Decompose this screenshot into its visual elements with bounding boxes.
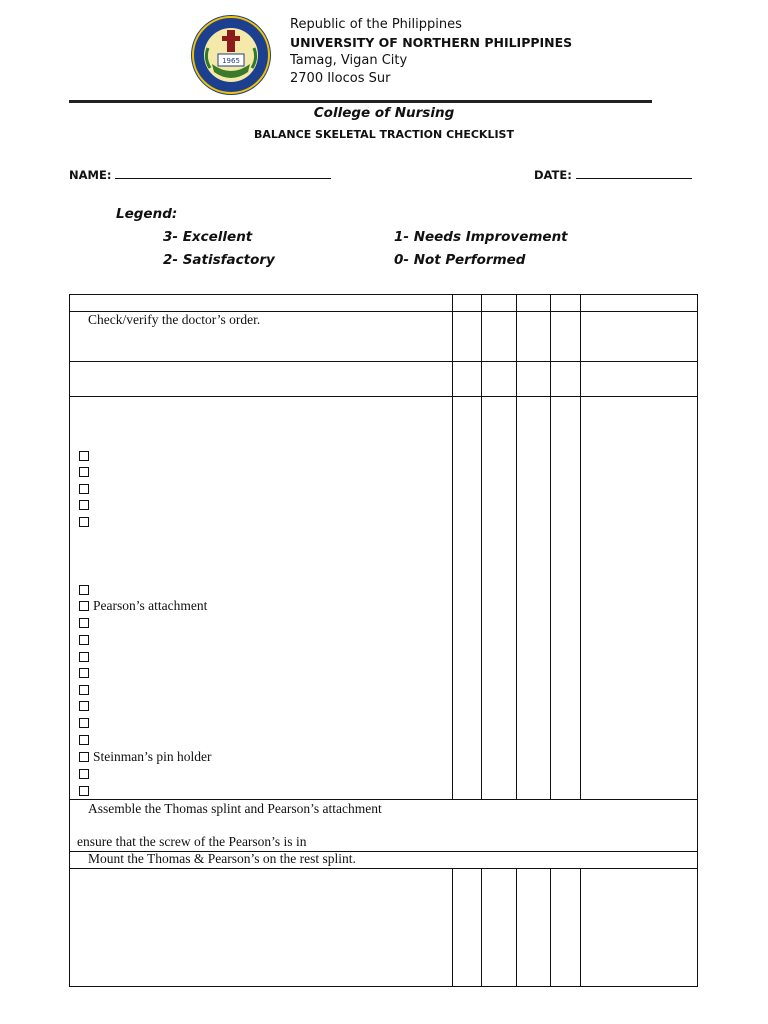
checkbox-item[interactable] — [79, 449, 93, 463]
row-text-ensure-screw: ensure that the screw of the Pearson’s is in — [77, 834, 307, 849]
header-republic: Republic of the Philippines — [290, 17, 462, 32]
table-col-divider — [550, 294, 551, 799]
checkbox-item[interactable] — [79, 498, 93, 512]
college-name: College of Nursing — [313, 105, 455, 121]
table-col-divider — [580, 294, 581, 799]
header-province: 2700 Ilocos Sur — [290, 71, 391, 86]
table-row-divider — [69, 868, 698, 869]
row-text-mount-splint: Mount the Thomas & Pearson’s on the rest splint. — [88, 851, 356, 866]
checkbox-item[interactable] — [79, 666, 93, 680]
table-row-divider — [69, 799, 698, 800]
checkbox-item[interactable] — [79, 650, 93, 664]
legend-title: Legend: — [116, 206, 178, 222]
table-border-right — [697, 294, 698, 987]
checkbox-item[interactable] — [79, 784, 93, 798]
checkbox-item[interactable] — [79, 699, 93, 713]
row-text-verify-order: Check/verify the doctor’s order. — [88, 312, 261, 327]
checkbox-item[interactable] — [79, 633, 93, 647]
table-border-top — [69, 294, 698, 295]
header-university: UNIVERSITY OF NORTHERN PHILIPPINES — [290, 35, 573, 50]
table-col-divider — [516, 294, 517, 799]
document-title: BALANCE SKELETAL TRACTION CHECKLIST — [254, 128, 514, 141]
table-row-divider — [69, 361, 698, 362]
table-col-divider — [481, 868, 482, 987]
date-blank[interactable] — [576, 166, 692, 179]
checkbox-item[interactable] — [79, 583, 93, 597]
checkbox-square-icon — [79, 652, 89, 662]
table-col-divider — [452, 294, 453, 799]
legend-item-not-performed: 0- Not Performed — [394, 252, 526, 268]
table-col-divider — [452, 868, 453, 987]
date-field — [534, 166, 692, 182]
seal-year: 1965 — [222, 57, 240, 65]
checkbox-item[interactable] — [79, 716, 93, 730]
table-row-divider — [69, 396, 698, 397]
checkbox-square-icon — [79, 517, 89, 527]
checkbox-square-icon — [79, 718, 89, 728]
legend-item-needs-improvement: 1- Needs Improvement — [394, 229, 568, 245]
checkbox-square-icon — [79, 500, 89, 510]
table-border-left — [69, 294, 70, 987]
checkbox-square-icon — [79, 484, 89, 494]
row-text-assemble-splint: Assemble the Thomas splint and Pearson’s attachment — [88, 801, 382, 816]
checkbox-square-icon — [79, 685, 89, 695]
checkbox-square-icon — [79, 467, 89, 477]
checkbox-square-icon — [79, 635, 89, 645]
table-border-bottom — [69, 986, 698, 987]
checkbox-square-icon — [79, 735, 89, 745]
table-col-divider — [580, 868, 581, 987]
checkbox-square-icon — [79, 601, 89, 611]
checkbox-square-icon — [79, 618, 89, 628]
header-city: Tamag, Vigan City — [290, 53, 408, 68]
checkbox-item[interactable] — [79, 465, 93, 479]
table-col-divider — [550, 868, 551, 987]
checkbox-square-icon — [79, 752, 89, 762]
checkbox-item[interactable] — [79, 482, 93, 496]
table-col-divider — [516, 868, 517, 987]
checkbox-item[interactable] — [79, 767, 93, 781]
checkbox-item-pearsons-attachment[interactable]: Pearson’s attachment — [79, 599, 207, 613]
checkbox-item[interactable] — [79, 616, 93, 630]
name-blank[interactable] — [115, 166, 331, 179]
checkbox-square-icon — [79, 701, 89, 711]
legend-item-satisfactory: 2- Satisfactory — [163, 252, 275, 268]
header-divider — [69, 100, 652, 103]
legend-item-excellent: 3- Excellent — [163, 229, 253, 245]
name-field — [69, 166, 331, 182]
date-label: DATE: — [534, 168, 572, 182]
checkbox-item[interactable] — [79, 733, 93, 747]
checkbox-square-icon — [79, 786, 89, 796]
checkbox-item[interactable] — [79, 515, 93, 529]
checkbox-square-icon — [79, 585, 89, 595]
checkbox-square-icon — [79, 451, 89, 461]
university-seal-logo — [190, 14, 272, 96]
checkbox-square-icon — [79, 769, 89, 779]
checkbox-item-steinmans-pin-holder[interactable]: Steinman’s pin holder — [79, 750, 212, 764]
checklist-table — [69, 294, 698, 987]
checkbox-item[interactable] — [79, 683, 93, 697]
table-col-divider — [481, 294, 482, 799]
checkbox-square-icon — [79, 668, 89, 678]
name-label: NAME: — [69, 168, 112, 182]
